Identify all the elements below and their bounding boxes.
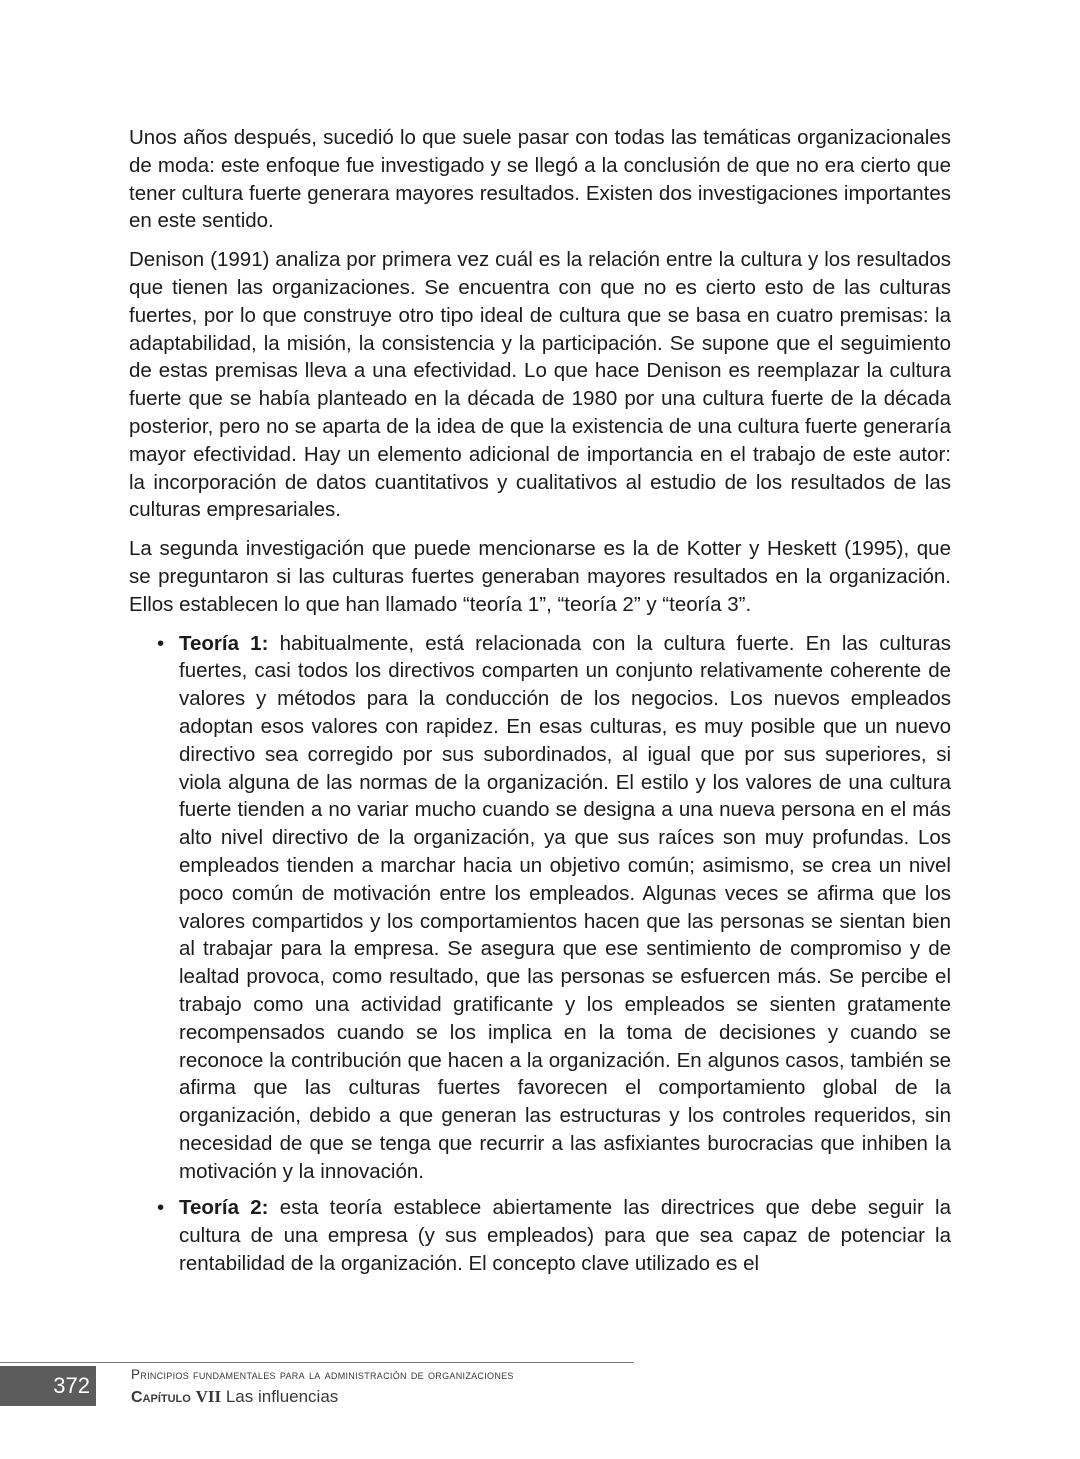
footer-chapter (131, 1386, 338, 1408)
bullet-marker: • (157, 1196, 165, 1220)
list-item-text: esta teoría establece abiertamente las directrices que debe seguir la cultura de una empresa (y sus empleados) para que sea capaz de potenciar la rentabilidad de la organización. El concepto clave utilizado es el (179, 1196, 951, 1276)
body-paragraph-1: Unos años después, sucedió lo que suele pasar con todas las temáticas organizacionales de moda: este enfoque fue investigado y se llegó a la conclusión de que no era cierto que tener cultura fuerte generara mayores resultados. Existen dos investigaciones importantes en este sentido. (129, 126, 951, 233)
footer-chapter-title: Las influencias (225, 1387, 339, 1406)
list-item-term: Teoría 1: (179, 631, 269, 655)
list-item-text: habitualmente, está relacionada con la cultura fuerte. En las culturas fuertes, casi todos los directivos comparten un conjunto relativamente coherente de valores y métodos para la conducción de los negocios. Los nuevos empleados adoptan esos valores con rapidez. En esas culturas, es muy posible que un nuevo directivo sea corregido por sus subordinados, al igual que por sus superiores, si viola alguna de las normas de la organización. El estilo y los valores de una cultura fuerte tienden a no variar mucho cuando se designa a una nueva persona en el más alto nivel directivo de la organización, ya que sus raíces son muy profundas. Los empleados tienden a marchar hacia un objetivo común; asimismo, se crea un nivel poco común de motivación entre los empleados. Algunas veces se afirma que los valores compartidos y los comportamientos hacen que las personas se sientan bien al trabajar para la empresa. Se asegura que ese sentimiento de compromiso y de lealtad provoca, como resultado, que las personas se esfuercen más. Se percibe el trabajo como una actividad gratificante y los empleados se sienten gratamente recompensados cuando se los implica en la toma de decisiones y cuando se reconoce la contribución que hacen a la organización. En algunos casos, también se afirma que las culturas fuertes favorecen el comportamiento global de la organización, debido a que generan las estructuras y los controles requeridos, sin necesidad de que se tenga que recurrir a las asfixiantes burocracias que inhiben la motivación y la innovación. (179, 631, 952, 1183)
bullet-marker: • (157, 631, 165, 655)
footer-chapter-number: VII (195, 1387, 222, 1406)
body-paragraph-3: La segunda investigación que puede mencionarse es la de Kotter y Heskett (1995), que se preguntaron si las culturas fuertes generaban mayores resultados en la organización. Ellos establecen lo que han llamado “teoría 1”, “teoría 2” y “teoría 3”. (129, 537, 951, 616)
list-item-teoria-1 (157, 630, 952, 1186)
footer-chapter-label: Capítulo (131, 1389, 191, 1406)
footer-divider (0, 1362, 634, 1363)
page-number: 372 (0, 1366, 96, 1406)
page-body (129, 124, 951, 1287)
list-item-term: Teoría 2: (179, 1196, 269, 1220)
body-paragraph-2: Denison (1991) analiza por primera vez cuál es la relación entre la cultura y los resultados que tienen las organizaciones. Se encuentra con que no es cierto esto de las culturas fuertes, por lo que construye otro tipo ideal de cultura que se basa en cuatro premisas: la adaptabilidad, la misión, la consistencia y la participación. Se supone que el seguimiento de estas premisas lleva a una efectividad. Lo que hace Denison es reemplazar la cultura fuerte que se había planteado en la década de 1980 por una cultura fuerte de la década posterior, pero no se aparta de la idea de que la existencia de una cultura fuerte generaría mayor efectividad. Hay un elemento adicional de importancia en el trabajo de este autor: la incorporación de datos cuantitativos y cualitativos al estudio de los resultados de las culturas empresariales. (129, 248, 951, 522)
list-item-teoria-2 (157, 1194, 951, 1277)
theory-list (129, 630, 951, 1278)
footer-book-title: Principios fundamentales para la administración de organizaciones (131, 1367, 514, 1382)
